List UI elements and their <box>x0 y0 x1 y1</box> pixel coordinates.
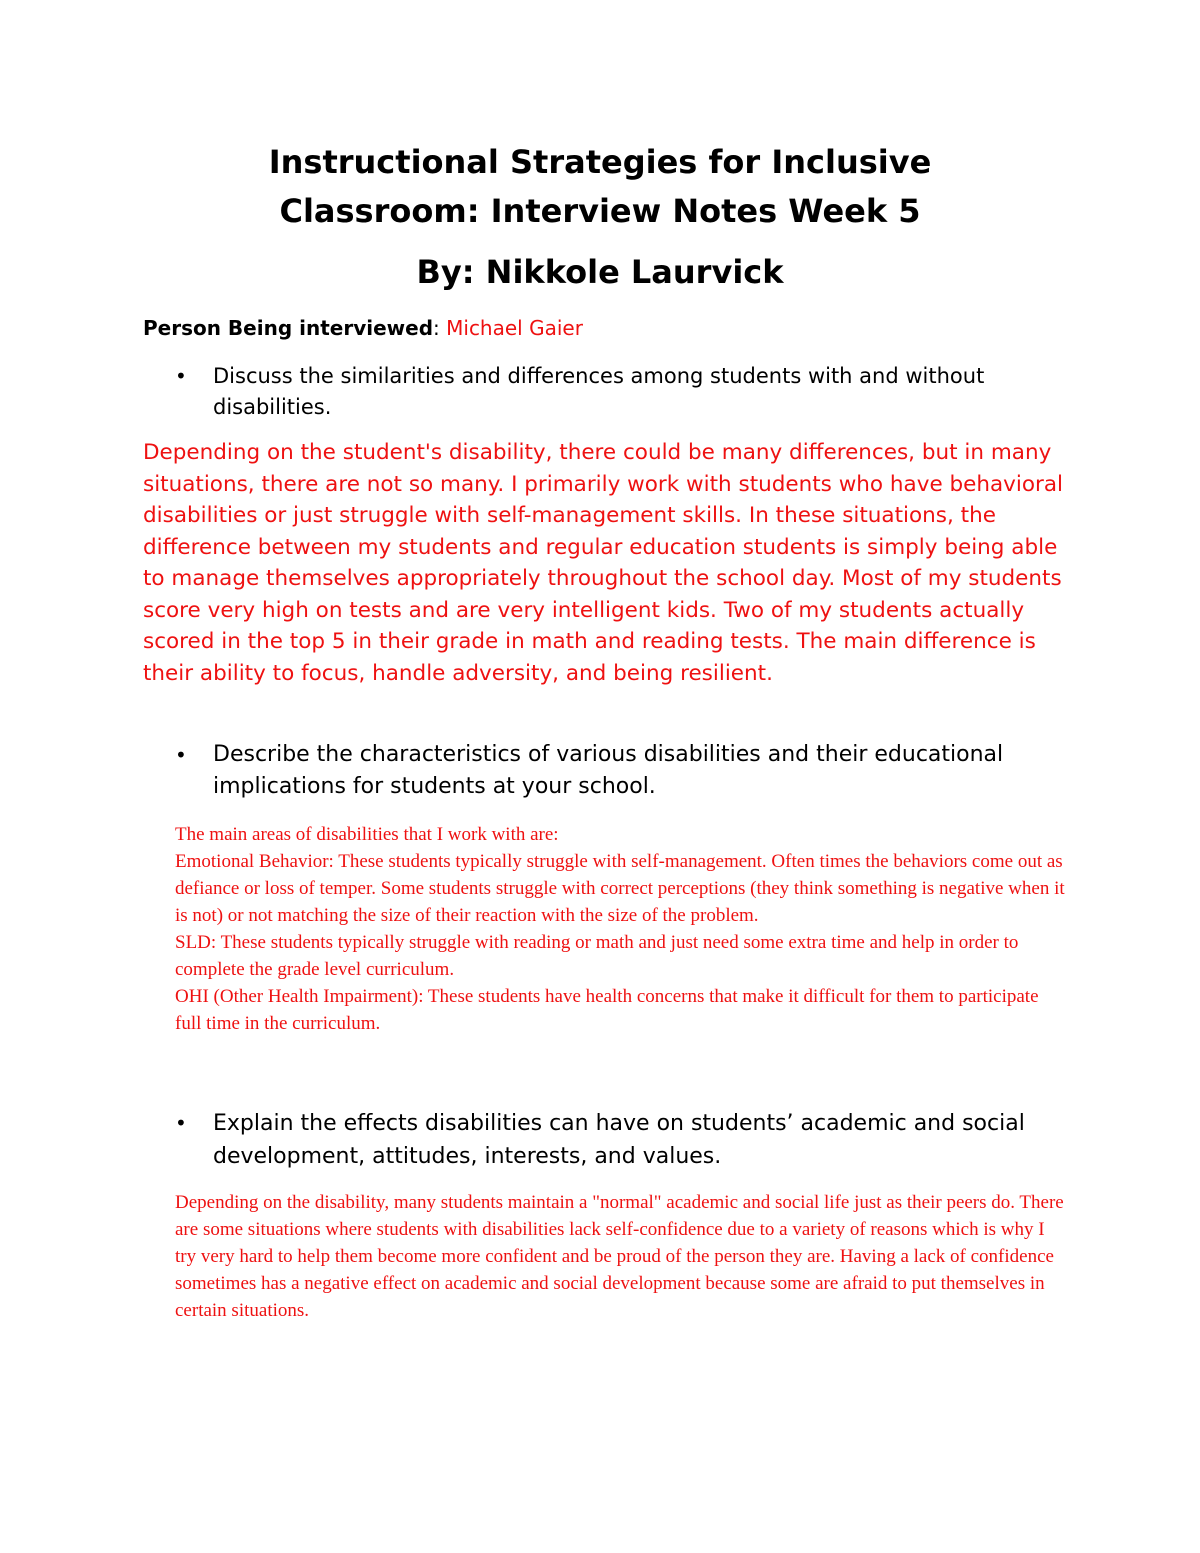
answer-block-2 <box>175 821 1065 1037</box>
document-title-line-2: Classroom: Interview Notes Week 5 <box>279 192 921 230</box>
question-text-2: Describe the characteristics of various disabilities and their educational implications for students at your school. <box>213 742 1004 799</box>
bullet-icon: • <box>175 1111 187 1135</box>
document-author: By: Nikkole Laurvick <box>416 253 784 291</box>
question-text-3: Explain the effects disabilities can have on students’ academic and social development, attitudes, interests, and values. <box>213 1111 1025 1169</box>
answer-2-sld: SLD: These students typically struggle with reading or math and just need some extra time and help in order to complete the grade level curriculum. <box>175 932 1019 980</box>
interviewee-line <box>143 314 583 342</box>
answer-2-emotional-behavior: Emotional Behavior: These students typically struggle with self-management. Often times the behaviors come out as defiance or loss of temper. Some students struggle with correct perceptions (they think something is negative when it is not) or not matching the size of their reaction with the size of the problem. <box>175 851 1065 926</box>
question-text-1: Discuss the similarities and differences among students with and without disabilities. <box>213 364 985 419</box>
answer-2-ohi: OHI (Other Health Impairment): These students have health concerns that make it difficult for them to participate full time in the curriculum. <box>175 986 1039 1034</box>
document-title-line-1: Instructional Strategies for Inclusive <box>268 143 932 181</box>
interviewee-label: Person Being interviewed <box>143 316 434 340</box>
answer-2-intro: The main areas of disabilities that I work with are: <box>175 824 559 845</box>
answer-text-3: Depending on the disability, many students maintain a "normal" academic and social life just as their peers do. There are some situations where students with disabilities lack self-confidence due to a variety of reasons which is why I try very hard to help them become more confident and be proud of the person they are. Having a lack of confidence sometimes has a negative effect on academic and social development because some are afraid to put themselves in certain situations. <box>175 1192 1064 1321</box>
bullet-icon: • <box>175 364 187 388</box>
answer-text-1: Depending on the student's disability, there could be many differences, but in many situations, there are not so many. I primarily work with students who have behavioral disabilities or just struggle with self-management skills. In these situations, the difference between my students and regular education students is simply being able to manage themselves appropriately throughout the school day. Most of my students score very high on tests and are very intelligent kids. Two of my students actually scored in the top 5 in their grade in math and reading tests. The main difference is their ability to focus, handle adversity, and being resilient. <box>143 440 1064 686</box>
interviewee-separator: : <box>433 316 447 340</box>
interviewee-name: Michael Gaier <box>446 316 583 340</box>
bullet-icon: • <box>175 743 187 767</box>
